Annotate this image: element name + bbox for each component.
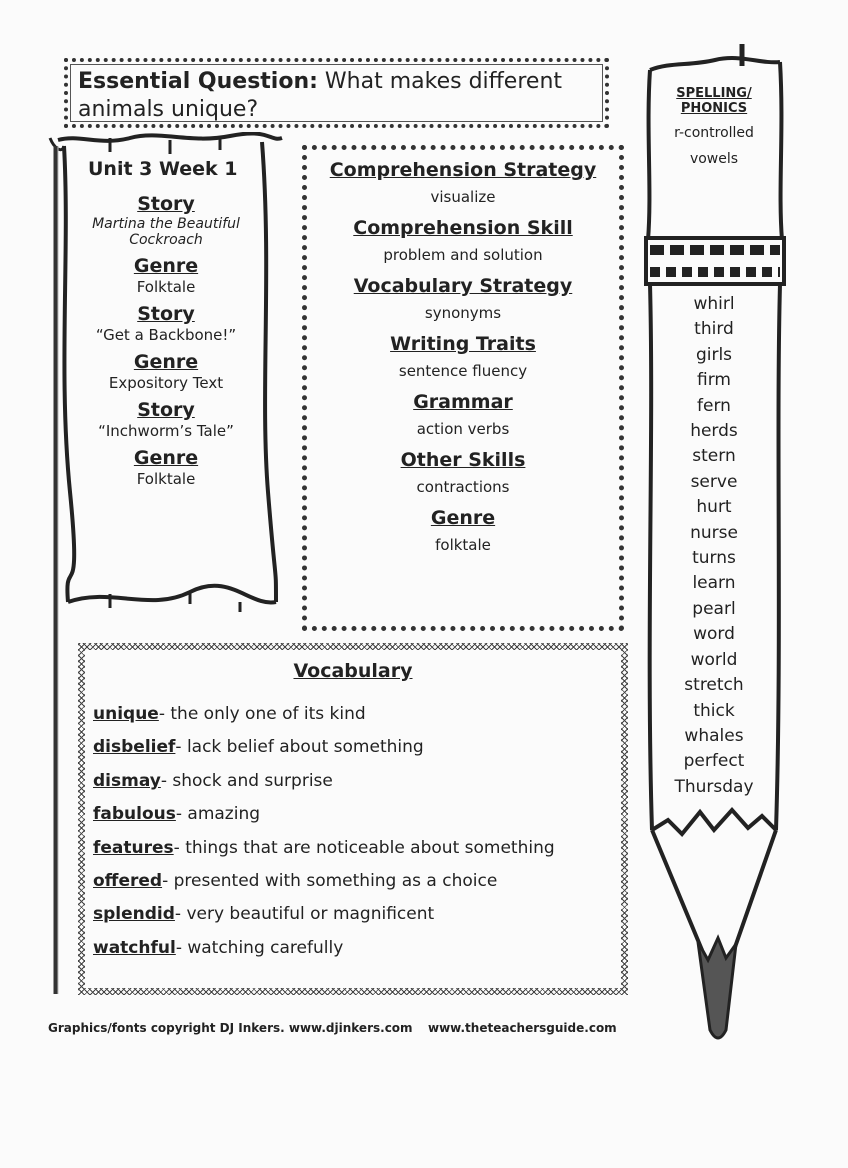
footer-copyright: Graphics/fonts copyright DJ Inkers. www.djinkers.com <box>48 1021 413 1035</box>
essential-question-text-2: animals unique? <box>78 97 259 122</box>
scroll-heading: Story <box>137 399 195 421</box>
skill-value: contractions <box>416 478 510 496</box>
skill-grammar <box>307 390 619 438</box>
vocabulary-word: disbelief <box>93 737 176 758</box>
spelling-header <box>652 86 776 172</box>
skill-heading: Other Skills <box>400 449 526 471</box>
vocabulary-entry <box>93 765 613 798</box>
vocabulary-box <box>78 643 628 995</box>
scroll-heading: Story <box>137 303 195 325</box>
scroll-heading: Genre <box>133 255 199 277</box>
scroll-heading: Genre <box>133 351 199 373</box>
scroll-heading: Genre <box>133 447 199 469</box>
scroll-item-genre-1 <box>76 254 256 296</box>
essential-question-box <box>64 58 609 128</box>
spelling-subtitle-line1: r-controlled <box>674 125 754 141</box>
skill-heading: Vocabulary Strategy <box>353 275 573 297</box>
spelling-word: world <box>690 649 738 670</box>
spelling-word: herds <box>690 421 738 442</box>
spelling-word: firm <box>697 370 731 391</box>
skill-value: problem and solution <box>383 246 543 264</box>
scroll-value: “Get a Backbone!” <box>95 326 237 344</box>
spelling-word: whirl <box>693 294 735 314</box>
vocabulary-entry <box>93 932 613 965</box>
scroll-value: Martina the Beautiful Cockroach <box>92 216 240 248</box>
skill-value: synonyms <box>424 304 502 322</box>
scroll-item-story-3 <box>76 398 256 440</box>
scroll-item-story-1 <box>76 192 256 248</box>
vocabulary-definition: - watching carefully <box>175 937 344 958</box>
skill-value: sentence fluency <box>398 362 528 380</box>
spelling-word: third <box>694 319 734 340</box>
spelling-subtitle-line2: vowels <box>689 151 739 167</box>
skill-value: action verbs <box>416 420 510 438</box>
scroll-item-genre-3 <box>76 446 256 488</box>
skill-comprehension-strategy <box>307 158 619 206</box>
essential-question-text-1: What makes different <box>324 69 563 94</box>
spelling-word: whales <box>684 725 744 746</box>
vocabulary-word: splendid <box>93 904 175 925</box>
spelling-word-list <box>652 292 776 800</box>
spelling-word: word <box>693 624 735 645</box>
spelling-word: serve <box>690 471 738 492</box>
skill-value: folktale <box>435 536 491 554</box>
vocabulary-entry <box>93 698 613 731</box>
skill-heading: Genre <box>430 507 496 529</box>
vocabulary-word: watchful <box>93 937 176 958</box>
skill-heading: Comprehension Strategy <box>329 159 597 181</box>
vocabulary-definition: - shock and surprise <box>160 770 333 791</box>
vocabulary-entry <box>93 798 613 831</box>
vocabulary-title: Vocabulary <box>293 660 413 682</box>
spelling-word: nurse <box>690 522 738 543</box>
spelling-word: stretch <box>684 675 744 696</box>
scroll-content <box>76 158 256 494</box>
spelling-word: turns <box>692 548 736 569</box>
vocabulary-word: unique <box>93 704 159 724</box>
skill-other-skills <box>307 448 619 496</box>
skill-genre <box>307 506 619 554</box>
skill-vocabulary-strategy <box>307 274 619 322</box>
spelling-word: thick <box>693 700 735 721</box>
spelling-word: Thursday <box>674 776 754 797</box>
skill-heading: Grammar <box>413 391 513 413</box>
scroll-value: Expository Text <box>108 374 224 392</box>
vocabulary-definition: - presented with something as a choice <box>162 871 498 892</box>
vocabulary-word: features <box>93 837 174 858</box>
spelling-word: fern <box>697 395 731 416</box>
skill-comprehension-skill <box>307 216 619 264</box>
vocabulary-definition: - lack belief about something <box>175 737 424 758</box>
spelling-word: perfect <box>683 751 745 772</box>
vocabulary-definition: - the only one of its kind <box>158 704 366 724</box>
vocabulary-word: fabulous <box>93 804 176 825</box>
spelling-word: pearl <box>692 598 736 619</box>
vocabulary-entry <box>93 832 613 865</box>
scroll-heading: Story <box>137 193 195 215</box>
skills-box <box>302 145 624 631</box>
skill-heading: Writing Traits <box>390 333 536 355</box>
scroll-value: Folktale <box>136 470 196 488</box>
vocabulary-definition: - things that are noticeable about something <box>173 837 555 858</box>
footer-website: www.theteachersguide.com <box>428 1021 617 1035</box>
scroll-item-genre-2 <box>76 350 256 392</box>
unit-title: Unit 3 Week 1 <box>88 158 238 180</box>
spelling-word: learn <box>692 573 736 594</box>
vocabulary-entry <box>93 898 613 931</box>
scroll-value: Folktale <box>136 278 196 296</box>
vocabulary-word: dismay <box>93 770 161 791</box>
spelling-word: stern <box>692 446 736 467</box>
scroll-value: “Inchworm’s Tale” <box>98 422 234 440</box>
vocabulary-definition: - amazing <box>175 804 261 825</box>
vocabulary-entry <box>93 731 613 764</box>
skill-writing-traits <box>307 332 619 380</box>
essential-question-label: Essential Question: <box>78 69 318 94</box>
vocabulary-entry <box>93 865 613 898</box>
spelling-title-line1: SPELLING/ <box>676 86 752 101</box>
skill-value: visualize <box>430 188 496 206</box>
vocabulary-word: offered <box>93 871 163 892</box>
spelling-title-line2: PHONICS <box>680 101 748 116</box>
essential-question-line1 <box>78 68 595 96</box>
vocabulary-definition: - very beautiful or magnificent <box>174 904 435 925</box>
scroll-item-story-2 <box>76 302 256 344</box>
spelling-word: hurt <box>696 497 732 518</box>
skill-heading: Comprehension Skill <box>353 217 573 239</box>
spelling-word: girls <box>695 344 733 365</box>
